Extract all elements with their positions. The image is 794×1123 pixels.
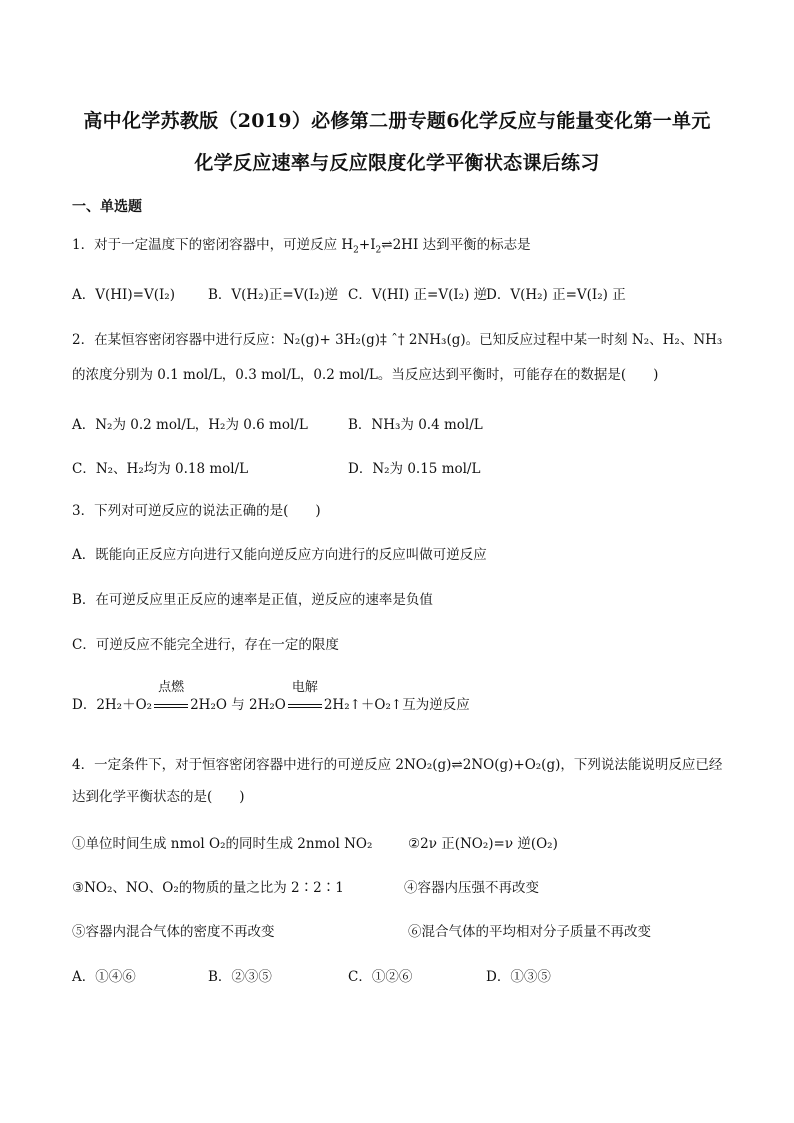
question-4-option-d[interactable]: D．①③⑤ (486, 969, 551, 985)
question-4-option-a[interactable]: A．①④⑥ (72, 969, 136, 985)
reaction-condition-electrolysis: 电解 (286, 696, 324, 714)
question-3-option-a[interactable]: A．既能向正反应方向进行又能向逆反应方向进行的反应叫做可逆反应 (72, 547, 487, 563)
document-title-line-2: 化学反应速率与反应限度化学平衡状态课后练习 (194, 152, 600, 174)
question-4-stem-line-2: 达到化学平衡状态的是( ) (72, 789, 245, 805)
question-4-statement-4: ④容器内压强不再改变 (404, 880, 539, 896)
question-4-option-c[interactable]: C．①②⑥ (348, 969, 413, 985)
section-heading: 一、单选题 (72, 199, 142, 215)
question-4-statement-1: ①单位时间生成 nmol O₂的同时生成 2nmol NO₂ (72, 836, 373, 852)
question-4-option-b[interactable]: B．②③⑤ (208, 969, 272, 985)
question-4-statement-3: ③NO₂、NO、O₂的物质的量之比为 2∶2∶1 (72, 880, 344, 896)
question-1-option-a[interactable]: A．V(HI)=V(I₂) (72, 287, 175, 303)
question-3-option-d[interactable]: D．2H₂＋O₂ 点燃 2H₂O 与 2H₂O 电解 2H₂↑＋O₂↑互为逆反应 (72, 680, 470, 713)
question-2-option-b[interactable]: B．NH₃为 0.4 mol/L (348, 417, 483, 433)
question-2-option-a[interactable]: A．N₂为 0.2 mol/L，H₂为 0.6 mol/L (72, 417, 308, 433)
question-3-stem: 3．下列对可逆反应的说法正确的是( ) (72, 503, 321, 519)
question-1-option-c[interactable]: C．V(HI) 正=V(I₂) 逆 (348, 287, 488, 303)
question-2-option-c[interactable]: C．N₂、H₂均为 0.18 mol/L (72, 461, 249, 477)
question-2-stem-line-2: 的浓度分别为 0.1 mol/L，0.3 mol/L，0.2 mol/L。当反应达到平衡时，可能存在的数据是( ) (72, 367, 659, 383)
question-1-option-d[interactable]: D．V(H₂) 正=V(I₂) 正 (486, 287, 626, 303)
question-4-statement-2: ②2ν 正(NO₂)=ν 逆(O₂) (408, 836, 558, 852)
question-2-stem-line-1: 2．在某恒容密闭容器中进行反应：N₂(g)+ 3H₂(g)‡ ˆ† 2NH₃(g)。已知反应过程中某一时刻 N₂、H₂、NH₃ (72, 332, 723, 348)
reaction-condition-ignite: 点燃 (152, 696, 190, 714)
question-3-option-b[interactable]: B．在可逆反应里正反应的速率是正值，逆反应的速率是负值 (72, 592, 433, 608)
question-4-statement-6: ⑥混合气体的平均相对分子质量不再改变 (408, 924, 651, 940)
question-4-stem-line-1: 4．一定条件下，对于恒容密闭容器中进行的可逆反应 2NO₂(g)⇌2NO(g)+O₂(g)，下列说法能说明反应已经 (72, 757, 723, 773)
question-4-statement-5: ⑤容器内混合气体的密度不再改变 (72, 924, 275, 940)
equals-arrow (288, 704, 322, 708)
equals-arrow (154, 704, 188, 708)
question-2-option-d[interactable]: D．N₂为 0.15 mol/L (348, 461, 481, 477)
question-3-option-c[interactable]: C．可逆反应不能完全进行，存在一定的限度 (72, 637, 339, 653)
document-title-line-1: 高中化学苏教版（2019）必修第二册专题6化学反应与能量变化第一单元 (83, 110, 711, 132)
question-1-option-b[interactable]: B．V(H₂)正=V(I₂)逆 (208, 287, 339, 303)
question-1-stem: 1．对于一定温度下的密闭容器中，可逆反应 $H_2+I_2\rightleftharpoons 2HI$ 达到平衡的标志是 (72, 237, 531, 256)
